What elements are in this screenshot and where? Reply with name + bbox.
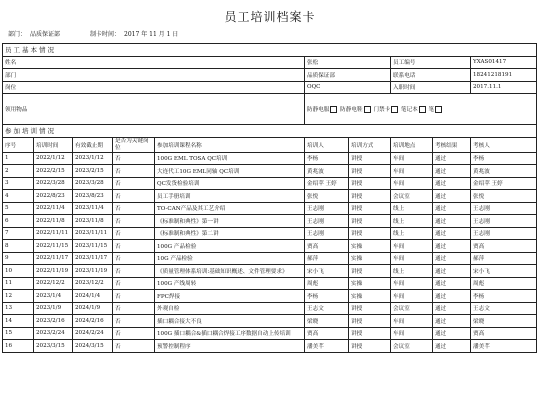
card-meta <box>8 29 182 38</box>
table-row <box>3 265 537 278</box>
table-cell: 车间 <box>391 290 433 303</box>
table-cell: 4 <box>3 190 34 203</box>
table-cell: 车间 <box>391 177 433 190</box>
table-row <box>3 202 537 215</box>
table-cell: 实操 <box>349 240 391 253</box>
table-cell: 2023/2/24 <box>34 327 73 340</box>
table-cell: 2023/1/12 <box>73 152 113 165</box>
table-cell: 2023/3/15 <box>34 340 73 353</box>
table-cell: 11 <box>3 277 34 290</box>
goods-item-label: 笔记本 <box>400 107 418 113</box>
table-cell: 潘美芊 <box>471 340 537 353</box>
table-cell: 通过 <box>433 340 471 353</box>
table-cell: 讲授 <box>349 215 391 228</box>
column-header: 培训时间 <box>34 137 73 152</box>
table-cell: 2023/11/15 <box>73 240 113 253</box>
goods-checkbox[interactable] <box>391 106 398 113</box>
table-cell: 周彪 <box>471 277 537 290</box>
table-cell: 郝萍 <box>471 252 537 265</box>
table-cell: 通过 <box>433 227 471 240</box>
table-cell: 100G EML TOSA QC培训 <box>155 152 305 165</box>
column-header: 培训人 <box>305 137 349 152</box>
table-row <box>3 190 537 203</box>
table-cell: 2022/3/28 <box>34 177 73 190</box>
table-cell: 车间 <box>391 240 433 253</box>
training-section-title: 参加培训情况 <box>3 125 537 138</box>
table-cell: 王志文 <box>305 302 349 315</box>
table-cell: 王志刚 <box>471 215 537 228</box>
table-cell: 黄兆波 <box>471 165 537 178</box>
table-cell: 否 <box>113 152 155 165</box>
table-cell: 王志刚 <box>305 227 349 240</box>
table-cell: 讲授 <box>349 177 391 190</box>
meta-dept-label: 部门： <box>8 31 27 38</box>
table-cell: 李杨 <box>305 290 349 303</box>
table-cell: 潘美芊 <box>305 340 349 353</box>
table-cell: FPC焊接 <box>155 290 305 303</box>
table-row <box>3 340 537 353</box>
table-cell: 王志文 <box>471 302 537 315</box>
table-cell: 讲授 <box>349 265 391 278</box>
table-cell: 通过 <box>433 190 471 203</box>
card-title: 员工培训档案卡 <box>224 10 316 24</box>
goods-item-label: 门禁卡 <box>373 107 391 113</box>
table-cell: 2024/3/15 <box>73 340 113 353</box>
table-cell: 王志刚 <box>471 227 537 240</box>
table-cell: 否 <box>113 340 155 353</box>
table-cell: 张悦 <box>471 190 537 203</box>
table-cell: 郝萍 <box>305 252 349 265</box>
table-cell: 通过 <box>433 215 471 228</box>
table-cell: 通过 <box>433 302 471 315</box>
phone-label: 联系电话 <box>391 69 471 82</box>
employee-id-value: YXAS01417 <box>471 56 537 69</box>
column-header: 参加培训课程名称 <box>155 137 305 152</box>
table-cell: 员工手册培训 <box>155 190 305 203</box>
table-cell: 实操 <box>349 252 391 265</box>
table-cell: 否 <box>113 252 155 265</box>
table-row <box>3 302 537 315</box>
name-value: 张松 <box>305 56 391 69</box>
table-cell: 2022/11/11 <box>34 227 73 240</box>
table-row <box>3 215 537 228</box>
table-cell: 100G 插口耦合&插口耦合焊接工序数据自动上传培训 <box>155 327 305 340</box>
goods-label: 领用物品 <box>3 94 305 125</box>
table-cell: 2022/11/4 <box>34 202 73 215</box>
table-cell: 讲授 <box>349 165 391 178</box>
table-cell: 通过 <box>433 177 471 190</box>
table-cell: 8 <box>3 240 34 253</box>
table-cell: 10 <box>3 265 34 278</box>
training-header-row <box>3 137 537 152</box>
goods-item-label: 防静电鞋 <box>340 107 363 113</box>
table-cell: 贾高 <box>305 240 349 253</box>
table-cell: 2022/2/15 <box>34 165 73 178</box>
table-cell: 车间 <box>391 252 433 265</box>
table-row <box>3 277 537 290</box>
table-cell: 10G 产品检验 <box>155 252 305 265</box>
table-cell: 2024/1/4 <box>73 290 113 303</box>
table-cell: 否 <box>113 165 155 178</box>
table-row <box>3 315 537 328</box>
goods-item-label: 笔 <box>428 107 435 113</box>
table-cell: 李杨 <box>305 152 349 165</box>
table-cell: 车间 <box>391 152 433 165</box>
table-cell: 车间 <box>391 165 433 178</box>
table-cell: 通过 <box>433 152 471 165</box>
table-cell: 贾高 <box>471 327 537 340</box>
table-cell: 7 <box>3 227 34 240</box>
table-cell: 黄兆波 <box>305 165 349 178</box>
table-cell: 否 <box>113 202 155 215</box>
table-cell: 2023/11/19 <box>73 265 113 278</box>
table-cell: 会议室 <box>391 302 433 315</box>
table-cell: 12 <box>3 290 34 303</box>
table-cell: 16 <box>3 340 34 353</box>
table-cell: 大连代工10G EML同轴 QC培训 <box>155 165 305 178</box>
table-cell: 线上 <box>391 227 433 240</box>
table-cell: 李杨 <box>471 152 537 165</box>
table-cell: 实操 <box>349 277 391 290</box>
table-cell: 贾高 <box>471 240 537 253</box>
table-cell: 讲授 <box>349 227 391 240</box>
meta-date-label: 制卡时间： <box>90 31 121 38</box>
table-cell: 否 <box>113 265 155 278</box>
dept-value: 品质保证部 <box>305 69 391 82</box>
table-cell: 否 <box>113 290 155 303</box>
table-cell: 会议室 <box>391 190 433 203</box>
dept-label: 部门 <box>3 69 305 82</box>
table-cell: TO-CAN产品及其工艺介绍 <box>155 202 305 215</box>
table-cell: 梁晓 <box>471 315 537 328</box>
table-cell: 通过 <box>433 252 471 265</box>
table-row <box>3 165 537 178</box>
table-row <box>3 177 537 190</box>
table-cell: 王志刚 <box>305 215 349 228</box>
table-cell: 2022/11/8 <box>34 215 73 228</box>
table-cell: 插口耦合接大不良 <box>155 315 305 328</box>
table-cell: 外观自检 <box>155 302 305 315</box>
table-cell: 否 <box>113 177 155 190</box>
table-cell: 金绍苹 王婷 <box>305 177 349 190</box>
column-header: 考核结果 <box>433 137 471 152</box>
table-cell: 2024/2/16 <box>73 315 113 328</box>
table-cell: QC发货检验培训 <box>155 177 305 190</box>
table-cell: 否 <box>113 240 155 253</box>
table-cell: 讲授 <box>349 315 391 328</box>
table-cell: 1 <box>3 152 34 165</box>
table-cell: 100G 产品检验 <box>155 240 305 253</box>
table-cell: 通过 <box>433 165 471 178</box>
table-cell: 2022/8/23 <box>34 190 73 203</box>
column-header: 序号 <box>3 137 34 152</box>
table-cell: 王志刚 <box>471 202 537 215</box>
table-cell: 2023/1/4 <box>34 290 73 303</box>
table-cell: 2 <box>3 165 34 178</box>
table-cell: 2023/2/16 <box>34 315 73 328</box>
goods-item-label: 防静电服 <box>307 107 330 113</box>
table-cell: 讲授 <box>349 340 391 353</box>
phone-value: 18241218191 <box>471 69 537 82</box>
employee-id-label: 员工编号 <box>391 56 471 69</box>
meta-date-value: 2017 年 11 月 1 日 <box>124 31 179 38</box>
goods-checkbox[interactable] <box>435 106 442 113</box>
table-cell: 2022/11/15 <box>34 240 73 253</box>
position-value: OQC <box>305 81 391 94</box>
goods-checkboxes <box>305 94 537 125</box>
table-cell: 宋小飞 <box>471 265 537 278</box>
table-cell: 王志刚 <box>305 202 349 215</box>
table-row <box>3 240 537 253</box>
table-cell: 5 <box>3 202 34 215</box>
table-cell: 100G 产线周转 <box>155 277 305 290</box>
table-cell: 实操 <box>349 290 391 303</box>
table-cell: 车间 <box>391 327 433 340</box>
table-cell: 2023/2/15 <box>73 165 113 178</box>
join-date-value: 2017.11.1 <box>471 81 537 94</box>
column-header: 培训地点 <box>391 137 433 152</box>
column-header: 培训方式 <box>349 137 391 152</box>
table-cell: 梁晓 <box>305 315 349 328</box>
table-cell: 通过 <box>433 240 471 253</box>
table-cell: 2023/11/8 <box>73 215 113 228</box>
table-cell: 预警控制程序 <box>155 340 305 353</box>
goods-checkbox[interactable] <box>364 106 371 113</box>
table-cell: 周彪 <box>305 277 349 290</box>
table-cell: 否 <box>113 277 155 290</box>
table-cell: 2023/1/9 <box>34 302 73 315</box>
table-cell: 9 <box>3 252 34 265</box>
table-cell: 否 <box>113 215 155 228</box>
table-cell: 讲授 <box>349 152 391 165</box>
join-date-label: 入职时间 <box>391 81 471 94</box>
table-cell: 2023/3/28 <box>73 177 113 190</box>
table-cell: 2024/1/9 <box>73 302 113 315</box>
table-row <box>3 327 537 340</box>
table-cell: 《标准制和典性》第二讲 <box>155 227 305 240</box>
training-section <box>3 137 537 352</box>
table-cell: 否 <box>113 190 155 203</box>
column-header: 有效截止期 <box>73 137 113 152</box>
training-record-table <box>2 43 537 353</box>
column-header: 考核人 <box>471 137 537 152</box>
table-cell: 《质量管理体系培训:基础知识概述、文件管理要求》 <box>155 265 305 278</box>
table-cell: 通过 <box>433 315 471 328</box>
table-cell: 2023/11/4 <box>73 202 113 215</box>
table-cell: 14 <box>3 315 34 328</box>
table-cell: 车间 <box>391 315 433 328</box>
table-cell: 通过 <box>433 327 471 340</box>
table-cell: 否 <box>113 227 155 240</box>
table-cell: 张悦 <box>305 190 349 203</box>
table-cell: 2022/12/2 <box>34 277 73 290</box>
goods-checkbox[interactable] <box>419 106 426 113</box>
table-cell: 通过 <box>433 290 471 303</box>
table-cell: 2023/8/23 <box>73 190 113 203</box>
table-row <box>3 290 537 303</box>
table-cell: 2023/11/17 <box>73 252 113 265</box>
table-cell: 13 <box>3 302 34 315</box>
table-cell: 否 <box>113 327 155 340</box>
table-cell: 会议室 <box>391 340 433 353</box>
table-row <box>3 152 537 165</box>
meta-dept-value: 品质保证部 <box>30 31 61 38</box>
table-cell: 讲授 <box>349 327 391 340</box>
table-cell: 车间 <box>391 277 433 290</box>
table-cell: 2022/11/19 <box>34 265 73 278</box>
table-cell: 3 <box>3 177 34 190</box>
table-cell: 《标准制和典性》第一讲 <box>155 215 305 228</box>
table-cell: 2022/11/17 <box>34 252 73 265</box>
basic-section-title: 员工基本情况 <box>3 44 537 57</box>
goods-checkbox[interactable] <box>330 106 337 113</box>
position-label: 岗位 <box>3 81 305 94</box>
table-cell: 2024/2/24 <box>73 327 113 340</box>
table-cell: 讲授 <box>349 202 391 215</box>
table-cell: 通过 <box>433 202 471 215</box>
table-cell: 讲授 <box>349 190 391 203</box>
table-cell: 否 <box>113 302 155 315</box>
table-cell: 宋小飞 <box>305 265 349 278</box>
table-cell: 讲授 <box>349 302 391 315</box>
table-row <box>3 252 537 265</box>
table-cell: 线上 <box>391 202 433 215</box>
table-cell: 通过 <box>433 277 471 290</box>
table-cell: 贾高 <box>305 327 349 340</box>
table-cell: 线上 <box>391 265 433 278</box>
table-cell: 通过 <box>433 265 471 278</box>
table-cell: 2023/11/11 <box>73 227 113 240</box>
table-cell: 线上 <box>391 215 433 228</box>
table-cell: 15 <box>3 327 34 340</box>
table-cell: 6 <box>3 215 34 228</box>
table-cell: 金绍苹 王婷 <box>471 177 537 190</box>
column-header: 是否为关键岗位 <box>113 137 155 152</box>
basic-section <box>3 44 537 138</box>
table-cell: 2022/1/12 <box>34 152 73 165</box>
table-cell: 2023/12/2 <box>73 277 113 290</box>
table-cell: 否 <box>113 315 155 328</box>
name-label: 姓名 <box>3 56 305 69</box>
table-cell: 李杨 <box>471 290 537 303</box>
table-row <box>3 227 537 240</box>
